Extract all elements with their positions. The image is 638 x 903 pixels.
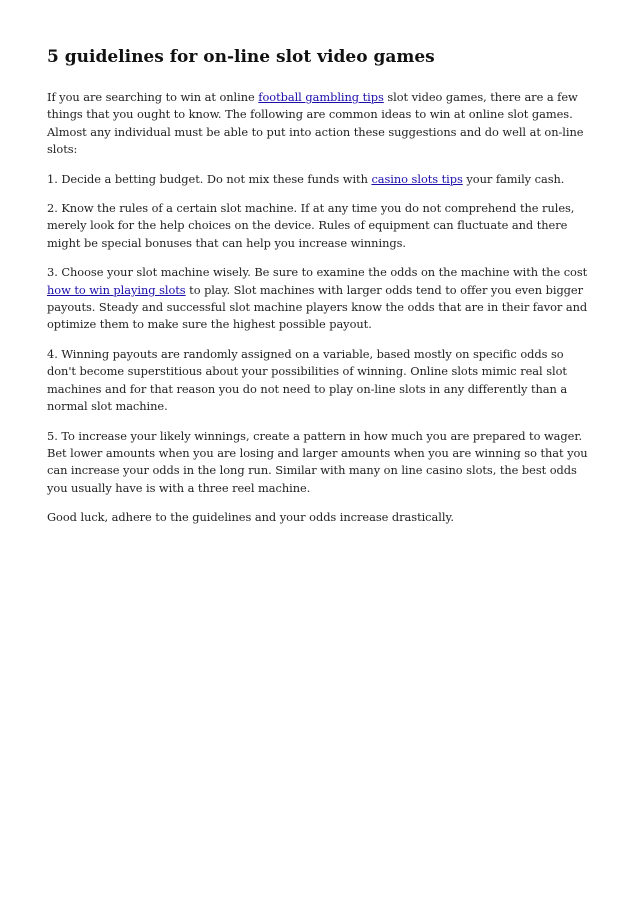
paragraph-text: slot video games, there are a few things that you ought to know. The following are common ideas to win at online slot games. Almost any individual must be able to put into action these suggestions and do well at on-line slots: — [47, 90, 584, 157]
paragraph-tip-2: 2. Know the rules of a certain slot machine. If at any time you do not comprehend the rules, merely look for the help choices on the device. Rules of equipment can fluctuate and there might be special bonuses that can help you increase winnings. — [47, 201, 575, 250]
paragraph-tip-3 — [47, 264, 592, 334]
document-content — [47, 46, 592, 539]
paragraph-tip-4: 4. Winning payouts are randomly assigned on a variable, based mostly on specific odds so don't become superstitious about your possibilities of winning. Online slots mimic real slot machines and for that reason you do not need to play on-line slots in any differently than a normal slot machine. — [47, 346, 568, 414]
paragraph-tip-5: 5. To increase your likely winnings, create a pattern in how much you are prepared to wager. Bet lower amounts when you are losing and larger amounts when you are winning so that you can increase your odds in the long run. Similar with many on line casino slots, the best odds you usually have is with a three reel machine. — [47, 428, 588, 495]
paragraph-text: 3. Choose your slot machine wisely. Be sure to examine the odds on the machine with the cost — [47, 265, 588, 280]
paragraph-text: If you are searching to win at online — [47, 90, 259, 104]
paragraph-text: your family cash. — [462, 171, 565, 186]
paragraph-text: to play. Slot machines with larger odds tend to offer you even bigger payouts. Steady and successful slot machine players know the odds that are in their favor and optimize them to make sure the highest possible payout. — [47, 282, 588, 332]
link-casino-slots-tips[interactable]: casino slots tips — [371, 171, 463, 186]
paragraph-intro — [47, 89, 592, 159]
document-title: 5 guidelines for on-line slot video games — [47, 47, 435, 67]
paragraph-tip-1 — [47, 171, 592, 188]
link-football-gambling-tips[interactable]: football gambling tips — [258, 90, 384, 104]
paragraph-closing: Good luck, adhere to the guidelines and your odds increase drastically. — [47, 510, 454, 525]
paragraph-text: 1. Decide a betting budget. Do not mix these funds with — [47, 171, 372, 186]
link-how-to-win-playing-slots[interactable]: how to win playing slots — [47, 282, 186, 297]
